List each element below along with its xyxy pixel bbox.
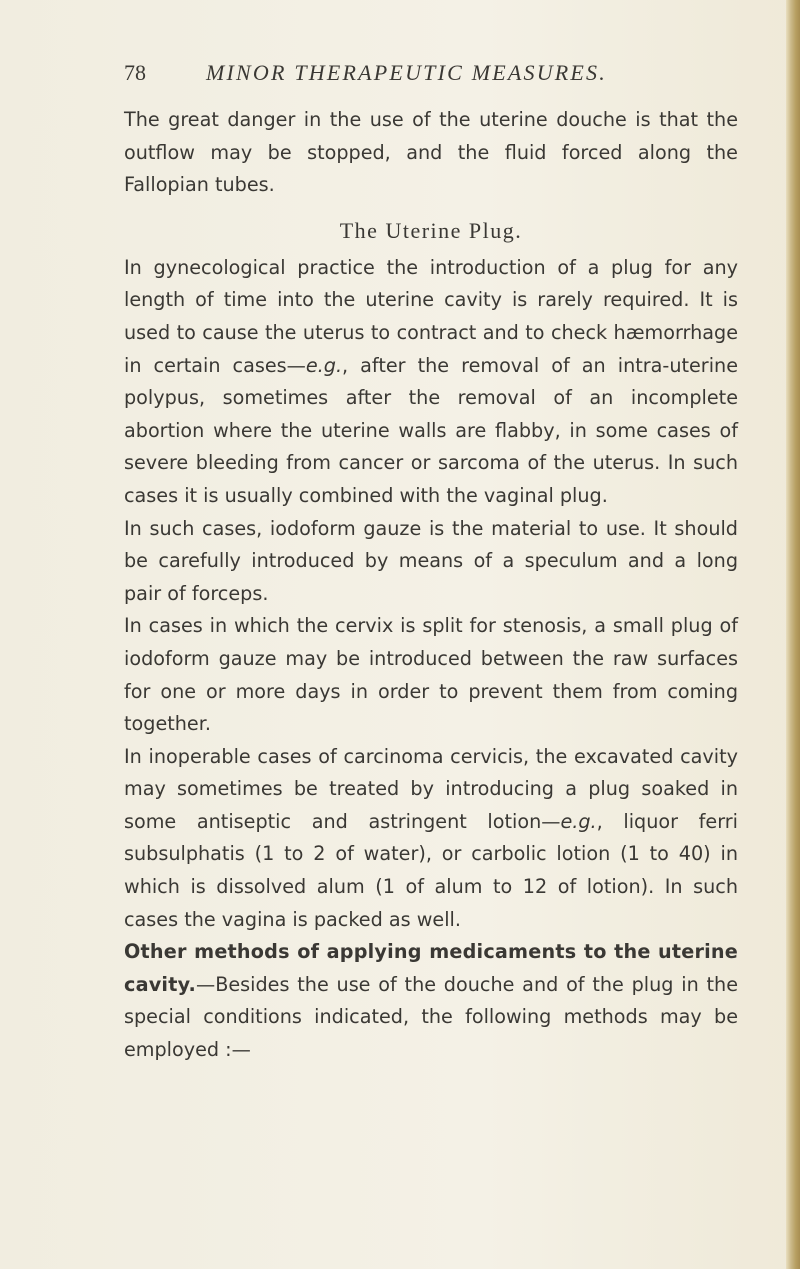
paragraph-douche-danger [124,104,738,202]
paragraph-text: , after the removal of an intra-uterine polypus, sometimes after the removal of an incomplete abortion where the uterine walls are flabby, in some cases of severe bleeding from cancer or sarcoma of the uterus. In such cases it is usually combined with the vaginal plug. [124,353,738,507]
bold-run-in-heading: Other methods of applying medicaments to the uterine cavity. [124,940,738,996]
paragraph-text: In inoperable cases of carcinoma cervicis, the excavated cavity may sometimes be treated by introducing a plug soaked in some antiseptic and astringent lotion— [124,744,738,833]
paragraph-other-methods [124,936,738,1066]
page-number: 78 [124,60,146,85]
paragraph-text: The great danger in the use of the uterine douche is that the outflow may be stopped, and the fluid forced along the Fallopian tubes. [124,108,738,197]
paragraph-carcinoma [124,741,738,937]
paragraph-text: In gynecological practice the introduction of a plug for any length of time into the uterine cavity is rarely required. It is used to cause the uterus to contract and to check hæmorrhage in certain cases— [124,255,738,377]
page-body [124,104,738,1067]
italic-eg: e.g. [560,809,597,833]
paragraph-text: In such cases, iodoform gauze is the material to use. It should be carefully introduced by means of a speculum and a long pair of forceps. [124,516,738,605]
page-edge-shadow [786,0,800,1269]
paragraph-text: , liquor ferri subsulphatis (1 to 2 of water), or carbolic lotion (1 to 40) in which is dissolved alum (1 of alum to 12 of lotion). In such cases the vagina is packed as well. [124,809,738,931]
paragraph-plug-intro [124,252,738,513]
paragraph-text: In cases in which the cervix is split for stenosis, a small plug of iodoform gauze may be introduced between the raw surfaces for one or more days in order to prevent them from coming together. [124,614,738,736]
paragraph-cervix-stenosis [124,610,738,740]
italic-eg: e.g. [305,353,343,377]
page-header [124,60,744,90]
paragraph-iodoform-gauze [124,513,738,611]
section-heading: The Uterine Plug. [339,217,523,243]
paragraph-text: —Besides the use of the douche and of the plug in the special conditions indicated, the following methods may be employed :— [124,972,738,1062]
running-title: MINOR THERAPEUTIC MEASURES. [206,60,607,85]
